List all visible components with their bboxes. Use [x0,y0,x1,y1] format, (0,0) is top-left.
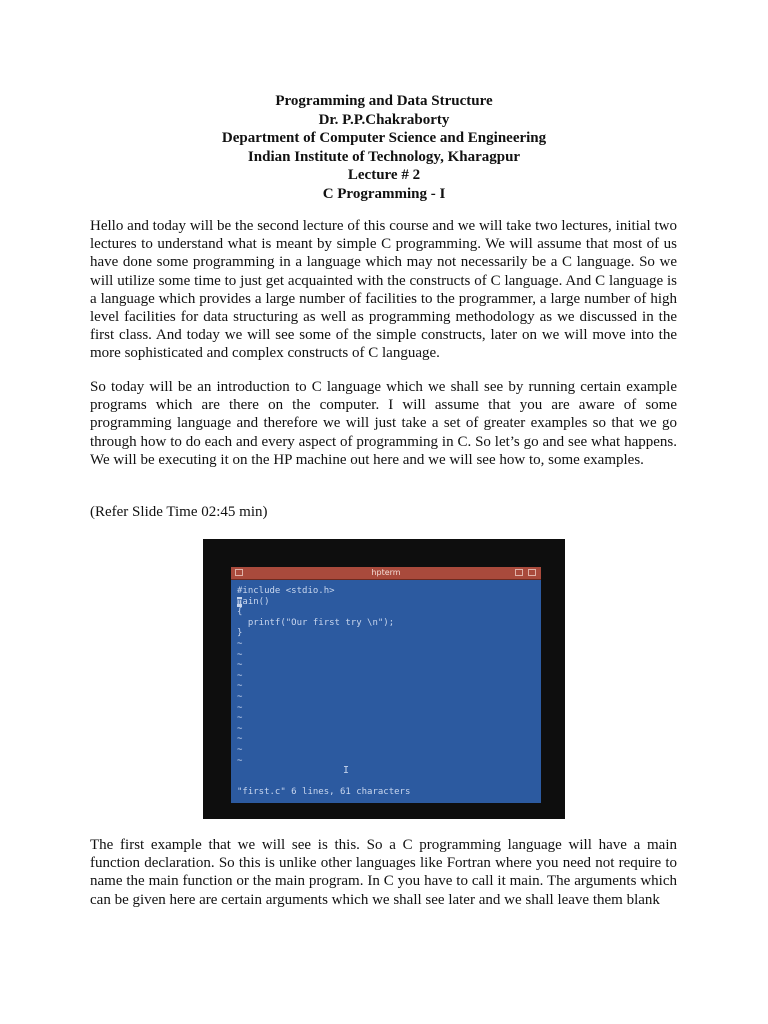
maximize-icon [528,569,536,576]
code-line: ~ [237,649,243,660]
course-title: Programming and Data Structure [275,93,493,109]
code-line: ~ [237,713,243,724]
code-line: ~ [237,723,243,734]
code-line: #include <stdio.h> [237,586,335,596]
code-line: printf("Our first try \n"); [237,617,395,628]
code-line: ~ [237,670,243,681]
text-cursor-icon: I [343,765,350,776]
minimize-icon [515,569,523,576]
terminal-window [231,567,541,803]
code-line: ~ [237,691,243,702]
code-line: ~ [237,755,243,766]
lecture-title: C Programming - I [322,185,446,202]
terminal-title: hpterm [371,568,401,577]
department: Department of Computer Science and Engineering [221,130,547,146]
code-line: { [237,607,243,618]
slide-reference: (Refer Slide Time 02:45 min) [90,504,268,520]
paragraph-overview: So today will be an introduction to C language which we shall see by running certain example programs which are there on the computer. I will assume that you are aware of some programming language and therefore we will just take a set of greater examples so that we go through how to do each and every aspect of programming in C. So let’s go and see what happens. We will be executing it on the HP machine out here and we will see how to, some examples. [90,379,677,468]
document-header [0,92,768,203]
editor-status-line: "first.c" 6 lines, 61 characters [237,787,411,797]
lecture-number: Lecture # 2 [347,167,421,183]
code-line: ~ [237,638,243,649]
institute: Indian Institute of Technology, Kharagpur [247,148,521,165]
paragraph-intro: Hello and today will be the second lecture of this course and we will take two lectures, initial two lectures to understand what is meant by simple C programming. We will assume that most of us have done some programming in a language which may not necessarily be a C language. So we will utilize some time to just get acquainted with the constructs of C language. And C language is a language which provides a large number of facilities to the programmer, a large number of high level facilities for data structuring as well as programming methodology as we discussed in the first class. And today we will see some of the simple constructs, later on we will move into the more sophisticated and complex constructs of C language. [90,218,677,362]
paragraph-first-example: The first example that we will see is this. So a C programming language will have a main function declaration. So this is unlike other languages like Fortran where you need not require to name the main function or the main program. In C you have to call it main. The arguments which can be given here are certain arguments which we shall see later and we shall leave them blank [90,837,677,908]
code-line: ~ [237,744,243,755]
terminal-titlebar [231,567,541,580]
code-editor [237,586,537,766]
code-line: ~ [237,702,243,713]
code-line: ~ [237,734,243,745]
code-line: main() [237,596,270,607]
code-line: } [237,628,243,639]
code-line: ~ [237,681,243,692]
author-name: Dr. P.P.Chakraborty [318,111,450,128]
cursor-block: m [237,596,243,607]
slide-screenshot [203,539,565,819]
code-line: ~ [237,660,243,671]
